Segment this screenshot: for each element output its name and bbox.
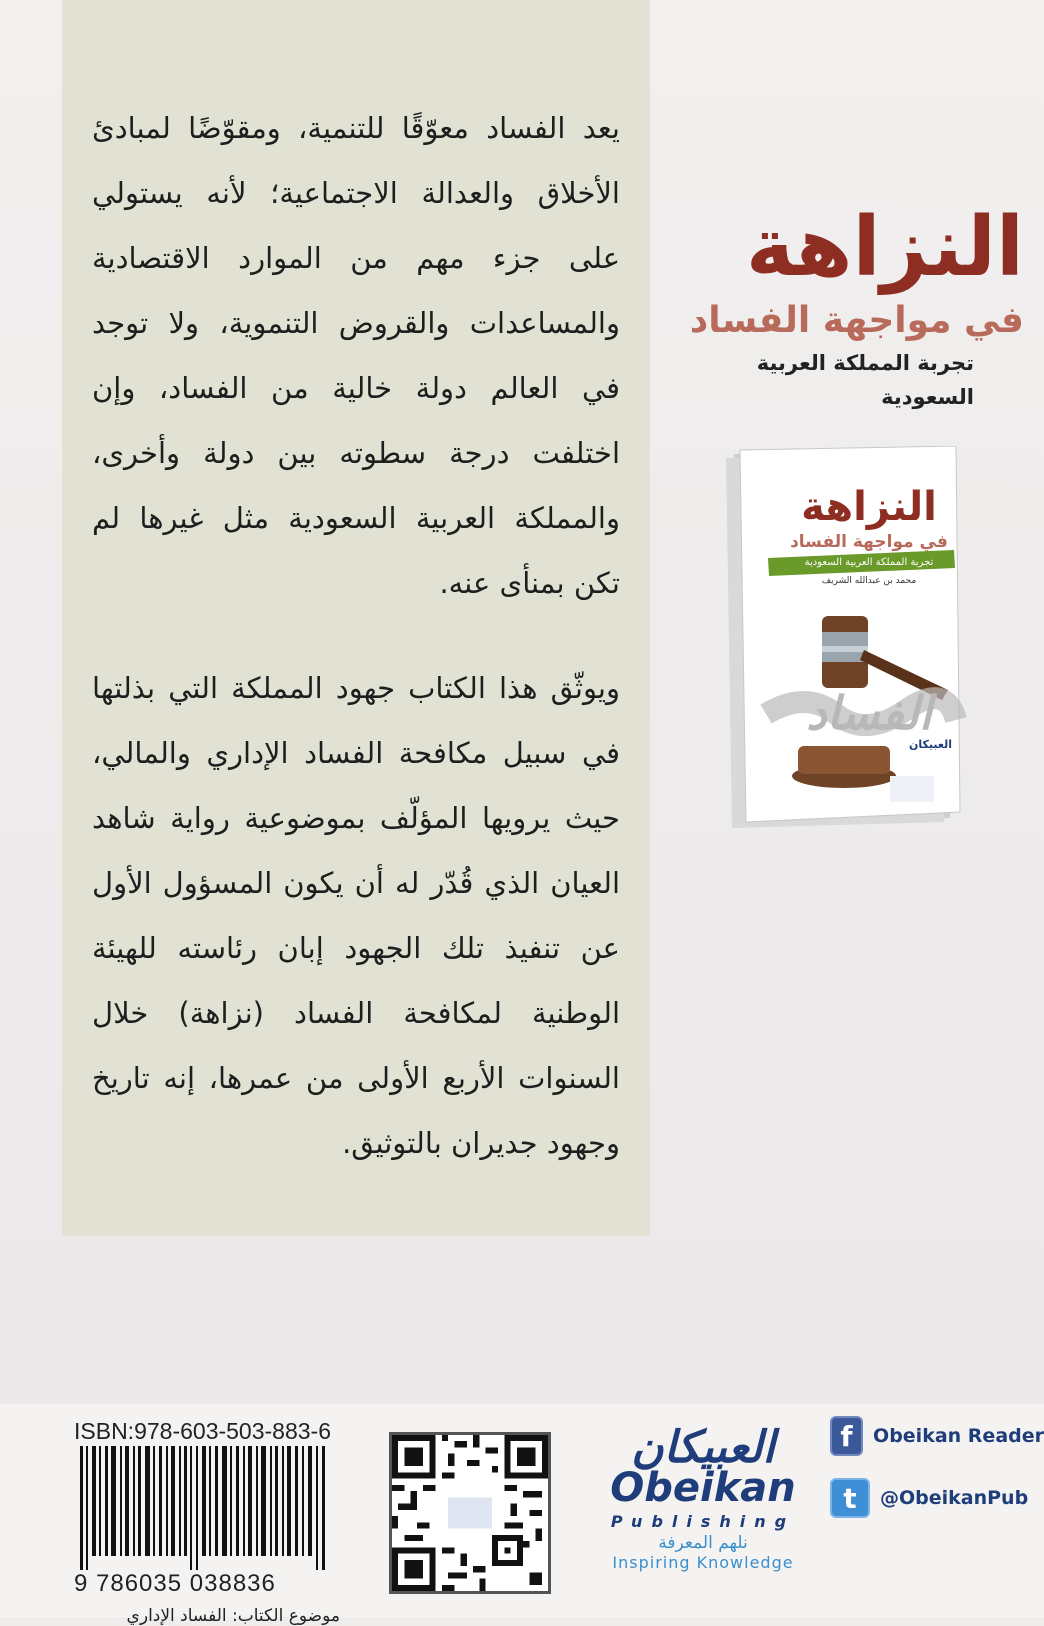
title-block: [670, 200, 1024, 414]
publisher-tag: Publishing: [610, 1512, 796, 1531]
book-cover-tagline: تجربة المملكة العربية السعودية: [804, 557, 934, 568]
book-subtitle: في مواجهة الفساد: [689, 300, 1024, 341]
qr-code[interactable]: [389, 1432, 551, 1594]
blurb-paragraph-1: يعد الفساد معوّقًا للتنمية، ومقوّضًا لمبادئ الأخلاق والعدالة الاجتماعية؛ لأنه يستولي على جزء مهم من الموارد الاقتصادية والمساعدات والقروض التنموية، ولا توجد في العالم دولة خالية من الفساد، وإن اختلفت درجة سطوته بين دولة وأخرى، والمملكة العربية السعودية مثل غيرها لم تكن بمنأى عنه.: [92, 111, 620, 600]
book-cover-author: محمد بن عبدالله الشريف: [821, 576, 917, 586]
blurb-paragraph-2: ويوثّق هذا الكتاب جهود المملكة التي بذلتها في سبيل مكافحة الفساد الإداري والمالي، حيث يرويها المؤلّف بموضوعية رواية شاهد العيان الذي قُدّر له أن يكون المسؤول الأول عن تنفيذ تلك الجهود إبان رئاسته للهيئة الوطنية لمكافحة الفساد (نزاهة) خلال السنوات الأربع الأولى من عمرها، إنه تاريخ وجهود جديران بالتوثيق.: [92, 671, 620, 1160]
book-cover-publisher: العبيكان: [908, 738, 952, 751]
barcode: [78, 1446, 330, 1570]
twitter-link[interactable]: [830, 1478, 1044, 1518]
book-subject: موضوع الكتاب: الفساد الإداري: [126, 1606, 340, 1626]
blurb-panel: [62, 0, 650, 1236]
slogan-en: Inspiring Knowledge: [612, 1553, 794, 1572]
barcode-number: 9 786035 038836: [74, 1570, 276, 1597]
book-cover-text: [760, 484, 978, 751]
twitter-icon: t: [830, 1478, 870, 1518]
facebook-icon: f: [830, 1416, 863, 1456]
isbn-label: ISBN:978-603-503-883-6: [74, 1418, 331, 1444]
facebook-link[interactable]: [830, 1416, 1044, 1456]
book-cover-subtitle: في مواجهة الفساد: [790, 532, 948, 552]
facebook-label: Obeikan Reader: [873, 1425, 1044, 1447]
publisher-name-en: Obeikan: [610, 1465, 796, 1511]
book-title: النزاهة: [745, 200, 1024, 295]
book-cover-title: النزاهة: [801, 484, 937, 530]
twitter-label: @ObeikanPub: [880, 1487, 1029, 1509]
publisher-logo: [598, 1424, 808, 1594]
slogan-ar: نلهم المعرفة: [658, 1533, 748, 1553]
publisher-name-ar: العبيكان: [631, 1422, 775, 1473]
book-cover-word-art: الفساد: [806, 686, 932, 740]
book-tagline: تجربة المملكة العربية السعودية: [756, 351, 974, 409]
